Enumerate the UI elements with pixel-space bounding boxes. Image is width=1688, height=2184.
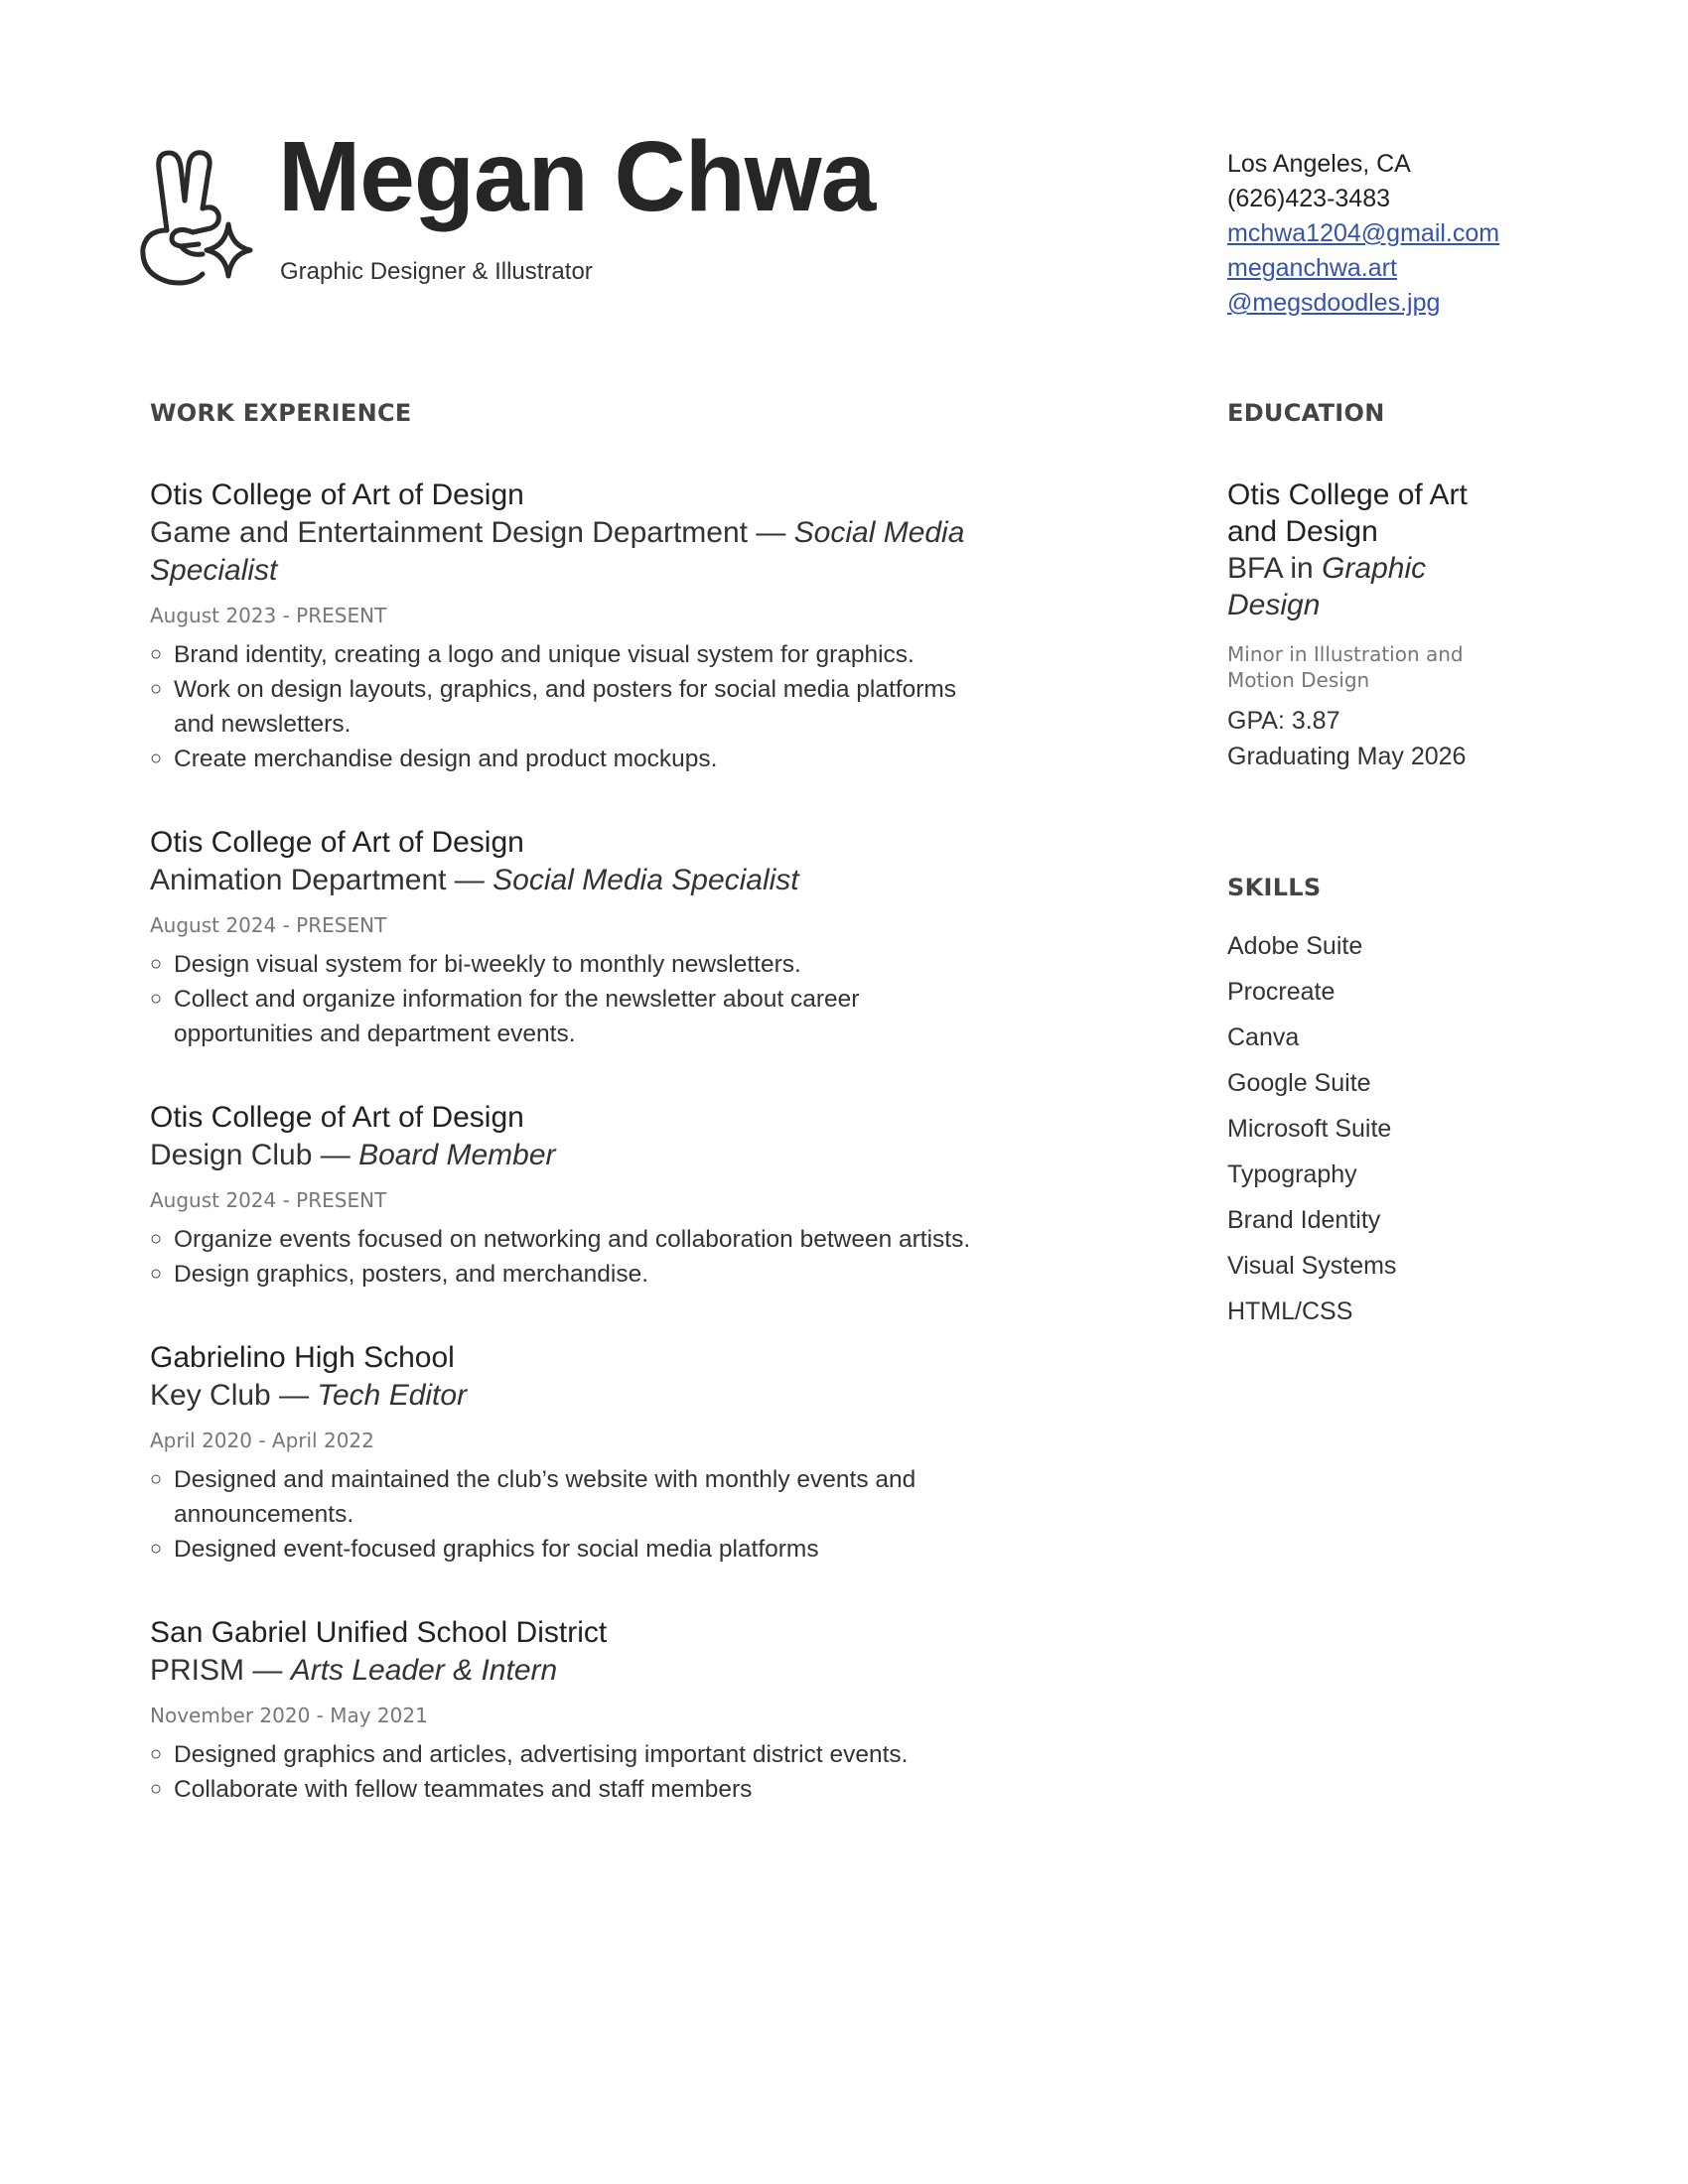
minor-text: Minor in Illustration and Motion Design xyxy=(1227,642,1464,692)
skills-list xyxy=(1227,923,1515,1334)
job-role xyxy=(150,514,984,590)
job-entry xyxy=(150,1339,984,1567)
location-text: Los Angeles, CA xyxy=(1227,150,1411,178)
job-dept: PRISM — xyxy=(150,1654,283,1687)
job-role xyxy=(150,1377,984,1415)
job-role xyxy=(150,862,984,899)
job-org: Otis College of Art of Design xyxy=(150,826,524,859)
job-dept: Key Club — xyxy=(150,1379,310,1412)
job-bullets xyxy=(150,1737,984,1807)
job-bullets xyxy=(150,947,984,1051)
job-date: August 2024 - PRESENT xyxy=(150,1188,387,1212)
skills-heading: SKILLS xyxy=(1227,874,1322,901)
phone-text: (626)423-3483 xyxy=(1227,185,1391,212)
job-entry xyxy=(150,824,984,1051)
job-position: Board Member xyxy=(358,1139,556,1171)
list-item: ○ Create merchandise design and product mockups. xyxy=(150,742,984,776)
social-link[interactable]: @megsdoodles.jpg xyxy=(1227,289,1441,317)
job-dept: Animation Department — xyxy=(150,864,485,896)
list-item: ○ Collaborate with fellow teammates and staff members xyxy=(150,1772,984,1807)
job-position: Social Media Specialist xyxy=(492,864,799,896)
degree-major: Graphic Design xyxy=(1227,552,1427,621)
job-role xyxy=(150,1137,984,1174)
job-role xyxy=(150,1652,984,1690)
skill-item: Visual Systems xyxy=(1227,1252,1397,1280)
job-title-tagline: Graphic Designer & Illustrator xyxy=(280,258,593,285)
skill-item: Brand Identity xyxy=(1227,1206,1381,1234)
job-entry xyxy=(150,1099,984,1292)
peace-hand-sparkle-icon xyxy=(129,139,263,288)
list-item: ○ Organize events focused on networking and collaboration between artists. xyxy=(150,1222,984,1257)
job-dept: Game and Entertainment Design Department — xyxy=(150,516,786,549)
job-org: Gabrielino High School xyxy=(150,1341,455,1374)
skill-item: Typography xyxy=(1227,1160,1357,1188)
job-dept: Design Club — xyxy=(150,1139,351,1171)
list-item: ○ Collect and organize information for the newsletter about career opportunities and department events. xyxy=(150,982,984,1051)
job-bullets xyxy=(150,1462,984,1567)
website-link[interactable]: meganchwa.art xyxy=(1227,254,1397,282)
job-org: San Gabriel Unified School District xyxy=(150,1616,608,1649)
job-date: November 2020 - May 2021 xyxy=(150,1704,428,1727)
list-item: ○ Designed event-focused graphics for social media platforms xyxy=(150,1532,984,1567)
job-position: Social Media Specialist xyxy=(150,516,965,587)
list-item: ○ Brand identity, creating a logo and unique visual system for graphics. xyxy=(150,637,984,672)
skill-item: Adobe Suite xyxy=(1227,932,1363,960)
list-item: ○ Design graphics, posters, and merchandise. xyxy=(150,1257,984,1292)
job-org: Otis College of Art of Design xyxy=(150,478,524,511)
job-date: April 2020 - April 2022 xyxy=(150,1429,374,1452)
skill-item: Microsoft Suite xyxy=(1227,1115,1392,1143)
sidebar xyxy=(1227,399,1515,1334)
list-item: ○ Work on design layouts, graphics, and posters for social media platforms and newsletters. xyxy=(150,672,984,742)
job-date: August 2024 - PRESENT xyxy=(150,913,387,937)
education-heading: EDUCATION xyxy=(1227,399,1385,427)
skill-item: Canva xyxy=(1227,1024,1300,1051)
job-entry xyxy=(150,477,984,776)
list-item: ○ Designed and maintained the club’s website with monthly events and announcements. xyxy=(150,1462,984,1532)
graduation-text: Graduating May 2026 xyxy=(1227,743,1467,770)
job-position: Tech Editor xyxy=(317,1379,468,1412)
work-experience-section xyxy=(150,399,984,1854)
job-bullets xyxy=(150,637,984,776)
list-item: ○ Design visual system for bi-weekly to monthly newsletters. xyxy=(150,947,984,982)
skill-item: Procreate xyxy=(1227,978,1336,1006)
contact-info xyxy=(1227,147,1499,321)
degree-prefix: BFA in xyxy=(1227,552,1314,585)
degree xyxy=(1227,550,1515,623)
skill-item: HTML/CSS xyxy=(1227,1297,1353,1325)
job-bullets xyxy=(150,1222,984,1292)
job-date: August 2023 - PRESENT xyxy=(150,604,387,627)
school-name: Otis College of Art and Design xyxy=(1227,478,1468,548)
job-position: Arts Leader & Intern xyxy=(290,1654,558,1687)
page-title: Megan Chwa xyxy=(278,121,876,232)
list-item: ○ Designed graphics and articles, advertising important district events. xyxy=(150,1737,984,1772)
email-link[interactable]: mchwa1204@gmail.com xyxy=(1227,219,1500,247)
job-entry xyxy=(150,1614,984,1807)
job-org: Otis College of Art of Design xyxy=(150,1101,524,1134)
gpa-text: GPA: 3.87 xyxy=(1227,707,1340,735)
skill-item: Google Suite xyxy=(1227,1069,1371,1097)
work-experience-heading: WORK EXPERIENCE xyxy=(150,399,412,427)
